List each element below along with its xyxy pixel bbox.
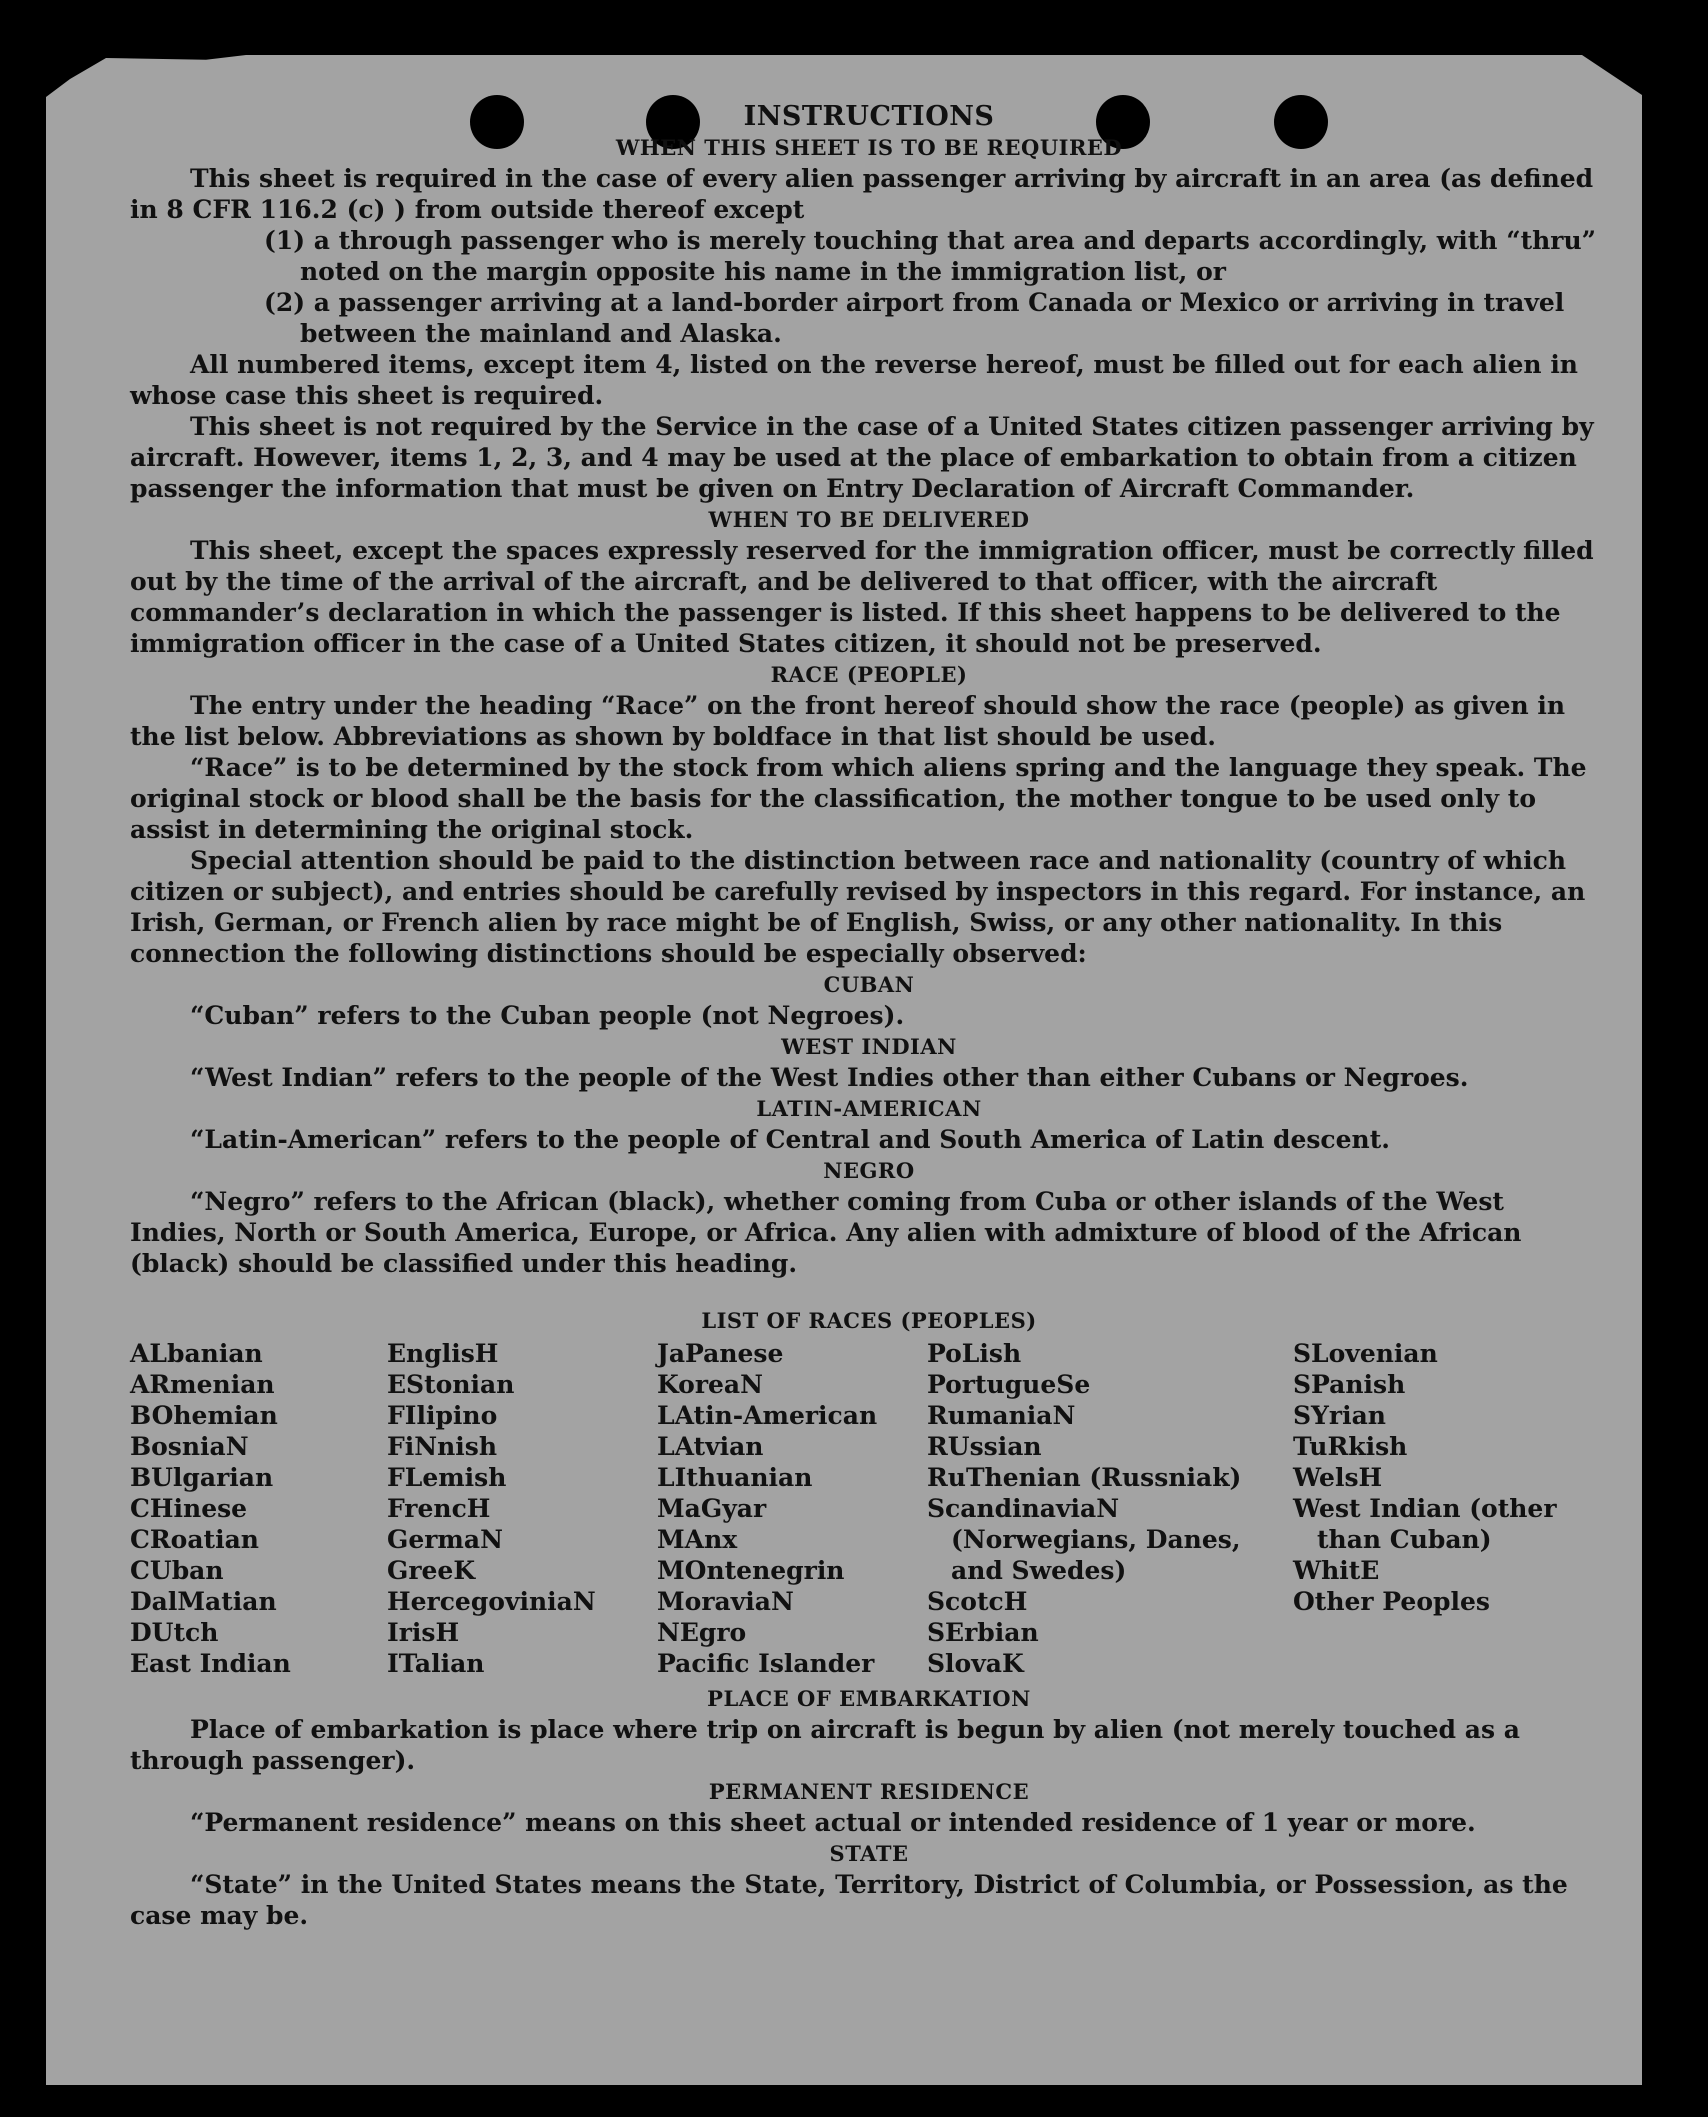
race-entry: BOhemian (130, 1401, 278, 1430)
heading-negro: NEGRO (823, 1158, 915, 1183)
race-entry: FLemish (387, 1463, 507, 1492)
race-entry: EnglisH (387, 1339, 499, 1368)
race-entry: East Indian (130, 1649, 291, 1678)
heading-when-required: WHEN THIS SHEET IS TO BE REQUIRED (615, 135, 1123, 160)
paragraph: “Negro” refers to the African (black), whether coming from Cuba or other islands of the West Indies, North or South America, Europe, or Africa. Any alien with admixture of blood of the African (black) should be classified under this heading. (130, 1187, 1522, 1278)
heading-when-delivered: WHEN TO BE DELIVERED (708, 507, 1030, 532)
race-list (130, 1338, 1608, 1679)
race-entry: PortugueSe (927, 1370, 1091, 1399)
race-entry: Pacific Islander (657, 1649, 875, 1678)
race-entry: DalMatian (130, 1587, 277, 1616)
race-entry: HercegoviniaN (387, 1587, 596, 1616)
race-entry: RumaniaN (927, 1401, 1076, 1430)
paragraph: Special attention should be paid to the distinction between race and nationality (country of which citizen or subject), and entries should be carefully revised by inspectors in this regard. For instance, an Irish, German, or French alien by race might be of English, Swiss, or any other nationality. In this connection the following distinctions should be especially observed: (130, 846, 1586, 968)
race-entry: RuThenian (Russniak) (927, 1463, 1242, 1492)
race-entry: FrencH (387, 1494, 491, 1523)
race-entry: DUtch (130, 1618, 219, 1647)
document-content (130, 101, 1608, 1931)
race-entry: MoraviaN (657, 1587, 794, 1616)
race-entry: CUban (130, 1556, 224, 1585)
race-entry: MOntenegrin (657, 1556, 845, 1585)
race-entry: FIlipino (387, 1401, 498, 1430)
race-entry: WelsH (1293, 1463, 1383, 1492)
race-entry: CHinese (130, 1494, 248, 1523)
page-title: INSTRUCTIONS (743, 101, 995, 132)
paragraph: “Permanent residence” means on this sheet actual or intended residence of 1 year or more. (190, 1808, 1476, 1837)
heading-latin-american: LATIN-AMERICAN (756, 1096, 982, 1121)
heading-embarkation: PLACE OF EMBARKATION (707, 1686, 1031, 1711)
race-entry: LAtvian (657, 1432, 764, 1461)
race-entry: SlovaK (927, 1649, 1024, 1678)
race-entry: MaGyar (657, 1494, 767, 1523)
race-entry: ARmenian (130, 1370, 275, 1399)
race-entry: GermaN (387, 1525, 503, 1554)
paragraph: Place of embarkation is place where trip on aircraft is begun by alien (not merely touched as a through passenger). (130, 1715, 1520, 1775)
paragraph: “Cuban” refers to the Cuban people (not Negroes). (190, 1001, 905, 1030)
race-entry: WhitE (1293, 1556, 1380, 1585)
race-column (657, 1338, 927, 1679)
race-entry: PoLish (927, 1339, 1022, 1368)
race-entry: JaPanese (657, 1339, 784, 1368)
race-entry: SPanish (1293, 1370, 1406, 1399)
race-entry: SLovenian (1293, 1339, 1438, 1368)
race-entry: ScandinaviaN (Norwegians, Danes, and Swedes) (927, 1494, 1241, 1585)
race-column (927, 1338, 1293, 1679)
race-entry: BosniaN (130, 1432, 249, 1461)
race-column (1293, 1338, 1593, 1679)
race-entry: IrisH (387, 1618, 460, 1647)
race-entry: BUlgarian (130, 1463, 274, 1492)
race-entry: ScotcH (927, 1587, 1028, 1616)
heading-west-indian: WEST INDIAN (781, 1034, 957, 1059)
race-entry: NEgro (657, 1618, 747, 1647)
race-entry: CRoatian (130, 1525, 259, 1554)
torn-corner-right (1582, 55, 1642, 95)
paragraph: “West Indian” refers to the people of the West Indies other than either Cubans or Negroes. (190, 1063, 1469, 1092)
paragraph: This sheet is required in the case of every alien passenger arriving by aircraft in an area (as defined in 8 CFR 116.2 (c) ) from outside thereof except (130, 164, 1594, 224)
race-entry: EStonian (387, 1370, 515, 1399)
race-entry: RUssian (927, 1432, 1042, 1461)
paragraph: “Latin-American” refers to the people of Central and South America of Latin descent. (190, 1125, 1390, 1154)
paragraph: The entry under the heading “Race” on the front hereof should show the race (people) as given in the list below. Abbreviations as shown by boldface in that list should be used. (130, 691, 1566, 751)
race-column (387, 1338, 657, 1679)
race-entry: MAnx (657, 1525, 738, 1554)
paragraph: “Race” is to be determined by the stock from which aliens spring and the language they speak. The original stock or blood shall be the basis for the classification, the mother tongue to be used only to assist in determining the original stock. (130, 753, 1587, 844)
heading-race: RACE (PEOPLE) (770, 662, 968, 687)
race-entry: ITalian (387, 1649, 485, 1678)
race-entry: SYrian (1293, 1401, 1386, 1430)
heading-list-of-races: LIST OF RACES (PEOPLES) (701, 1308, 1037, 1333)
race-entry: ALbanian (130, 1339, 263, 1368)
paragraph: This sheet, except the spaces expressly reserved for the immigration officer, must be correctly filled out by the time of the arrival of the aircraft, and be delivered to that officer, with the aircraft commander’s declaration in which the passenger is listed. If this sheet happens to be delivered to the immigration officer in the case of a United States citizen, it should not be preserved. (130, 536, 1594, 658)
race-column (130, 1338, 387, 1679)
race-entry: Other Peoples (1293, 1587, 1490, 1616)
heading-cuban: CUBAN (823, 972, 915, 997)
race-entry: KoreaN (657, 1370, 763, 1399)
list-item: (1) a through passenger who is merely touching that area and departs accordingly, with “thru” noted on the margin opposite his name in the immigration list, or (264, 226, 1597, 286)
race-entry: West Indian (other than Cuban) (1293, 1494, 1557, 1554)
heading-state: STATE (829, 1841, 909, 1866)
race-entry: SErbian (927, 1618, 1039, 1647)
race-entry: FiNnish (387, 1432, 498, 1461)
heading-residence: PERMANENT RESIDENCE (708, 1779, 1030, 1804)
race-entry: LIthuanian (657, 1463, 813, 1492)
race-entry: LAtin-American (657, 1401, 878, 1430)
document-sheet (46, 55, 1642, 2085)
race-entry: TuRkish (1293, 1432, 1408, 1461)
paragraph: This sheet is not required by the Service in the case of a United States citizen passenger arriving by aircraft. However, items 1, 2, 3, and 4 may be used at the place of embarkation to obtain from a citizen passenger the information that must be given on Entry Declaration of Aircraft Commander. (130, 412, 1594, 503)
race-entry: GreeK (387, 1556, 476, 1585)
paragraph: All numbered items, except item 4, listed on the reverse hereof, must be filled out for each alien in whose case this sheet is required. (130, 350, 1578, 410)
list-item: (2) a passenger arriving at a land-border airport from Canada or Mexico or arriving in travel between the mainland and Alaska. (264, 288, 1565, 348)
paragraph: “State” in the United States means the State, Territory, District of Columbia, or Possession, as the case may be. (130, 1870, 1568, 1930)
